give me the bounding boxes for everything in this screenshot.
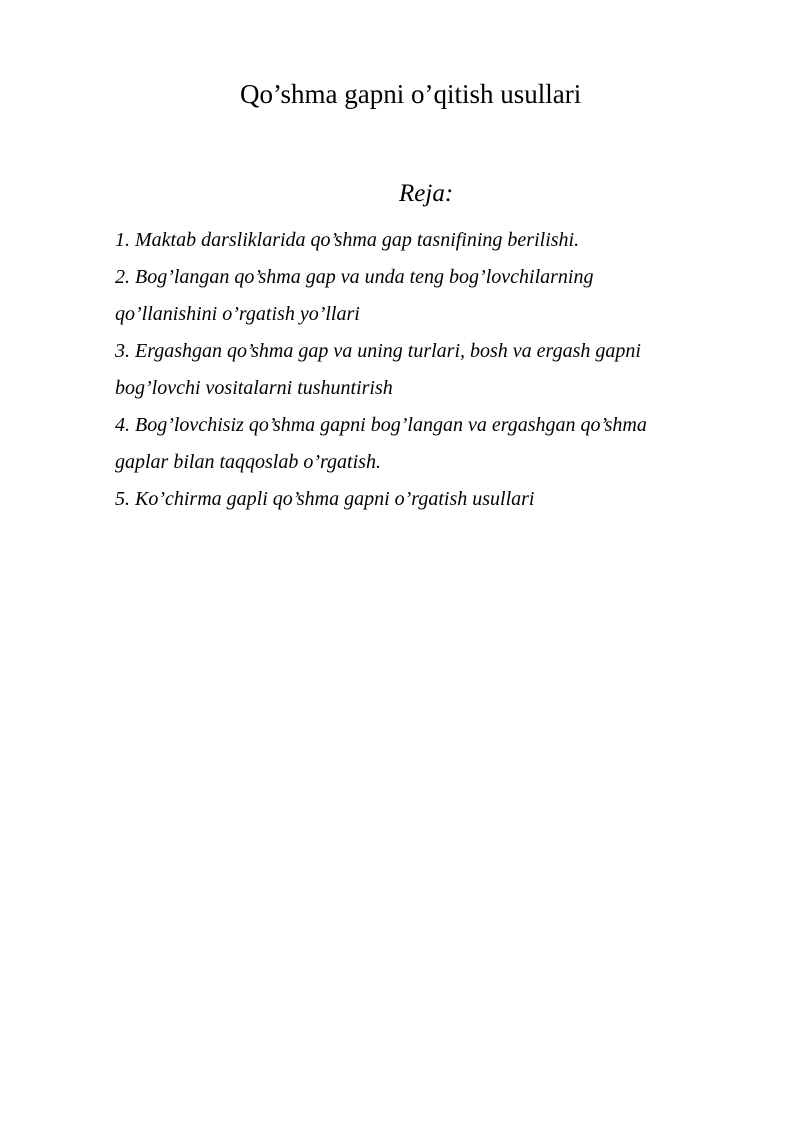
document-title: Qo’shma gapni o’qitish usullari (240, 79, 582, 109)
plan-heading: Reja: (399, 180, 454, 207)
plan-list (115, 222, 755, 518)
plan-line: 5. Ko’chirma gapli qo’shma gapni o’rgatish usullari (115, 488, 535, 510)
plan-line: 2. Bog’langan qo’shma gap va unda teng bog’lovchilarning (115, 266, 594, 288)
plan-line: 3. Ergashgan qo’shma gap va uning turlari, bosh va ergash gapni (115, 340, 641, 362)
plan-line: bog’lovchi vositalarni tushuntirish (115, 377, 393, 399)
plan-line: 4. Bog’lovchisiz qo’shma gapni bog’langan va ergashgan qo’shma (115, 414, 647, 436)
plan-line: 1. Maktab darsliklarida qo’shma gap tasnifining berilishi. (115, 229, 580, 251)
plan-line: qo’llanishini o’rgatish yo’llari (115, 303, 360, 325)
plan-line: gaplar bilan taqqoslab o’rgatish. (115, 451, 381, 473)
